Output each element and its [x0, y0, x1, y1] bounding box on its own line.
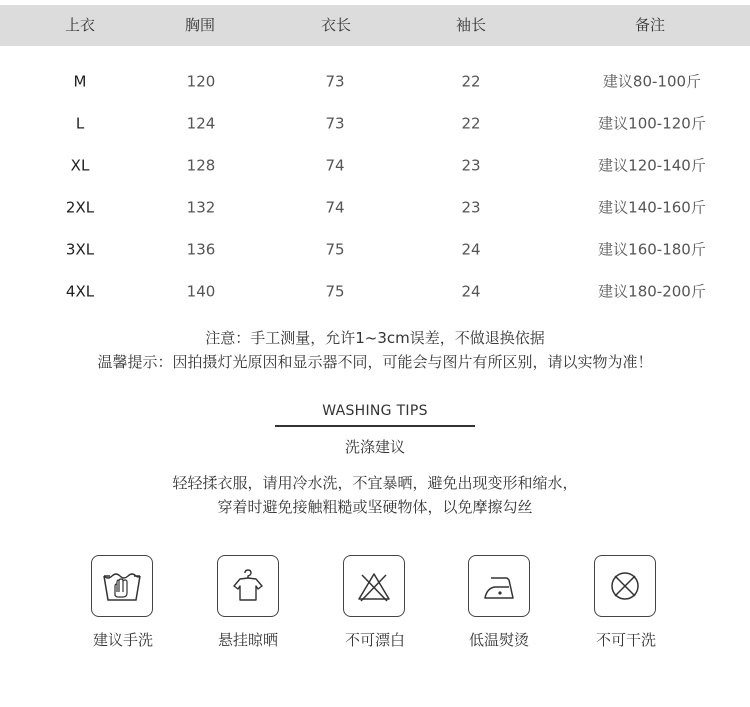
size-cell: L [75, 114, 85, 133]
measurement-note: 注意：手工测量，允许1~3cm误差，不做退换依据 [205, 329, 545, 347]
low-iron-label: 低温熨烫 [468, 631, 530, 649]
table-header [0, 5, 750, 46]
remark-cell: 建议120-140斤 [598, 156, 706, 175]
length-cell: 73 [325, 72, 345, 91]
no-dry-clean-icon [594, 555, 656, 617]
color-disclaimer: 温馨提示：因拍摄灯光原因和显示器不同，可能会与图片有所区别，请以实物为准！ [97, 353, 653, 371]
header-chest: 胸围 [184, 16, 216, 34]
chest-cell: 120 [186, 72, 216, 91]
size-cell: 4XL [65, 282, 95, 301]
header-top: 上衣 [64, 16, 96, 34]
no-bleach-icon [343, 555, 405, 617]
size-cell: XL [70, 156, 90, 175]
length-cell: 73 [325, 114, 345, 133]
length-cell: 75 [325, 282, 345, 301]
hang-dry-icon [217, 555, 279, 617]
header-sleeve: 袖长 [455, 16, 487, 34]
sleeve-cell: 23 [461, 156, 481, 175]
hand-wash-label: 建议手洗 [92, 631, 154, 649]
no-bleach-label: 不可漂白 [344, 631, 406, 649]
sleeve-cell: 22 [461, 72, 481, 91]
washing-advice-line1: 轻轻揉衣服，请用冷水洗，不宜暴晒，避免出现变形和缩水， [172, 474, 578, 492]
washing-advice-line2: 穿着时避免接触粗糙或坚硬物体，以免摩擦勾丝 [217, 498, 533, 516]
chest-cell: 136 [186, 240, 216, 259]
remark-cell: 建议80-100斤 [602, 72, 702, 91]
washing-tips-subtitle: 洗涤建议 [344, 438, 405, 456]
divider [275, 425, 475, 427]
washing-tips-title: WASHING TIPS [322, 403, 428, 419]
remark-cell: 建议140-160斤 [598, 198, 706, 217]
size-cell: M [73, 72, 87, 91]
length-cell: 74 [325, 198, 345, 217]
sleeve-cell: 23 [461, 198, 481, 217]
hand-wash-icon [91, 555, 153, 617]
header-remark: 备注 [634, 16, 666, 34]
chest-cell: 128 [186, 156, 216, 175]
size-cell: 3XL [65, 240, 95, 259]
remark-cell: 建议180-200斤 [598, 282, 706, 301]
header-length: 衣长 [320, 16, 352, 34]
chest-cell: 132 [186, 198, 216, 217]
chest-cell: 124 [186, 114, 216, 133]
no-dry-clean-label: 不可干洗 [595, 631, 657, 649]
low-iron-icon [468, 555, 530, 617]
sleeve-cell: 24 [461, 240, 481, 259]
length-cell: 74 [325, 156, 345, 175]
hang-dry-label: 悬挂晾晒 [217, 631, 279, 649]
remark-cell: 建议160-180斤 [598, 240, 706, 259]
remark-cell: 建议100-120斤 [598, 114, 706, 133]
sleeve-cell: 22 [461, 114, 481, 133]
chest-cell: 140 [186, 282, 216, 301]
length-cell: 75 [325, 240, 345, 259]
size-cell: 2XL [65, 198, 95, 217]
sleeve-cell: 24 [461, 282, 481, 301]
